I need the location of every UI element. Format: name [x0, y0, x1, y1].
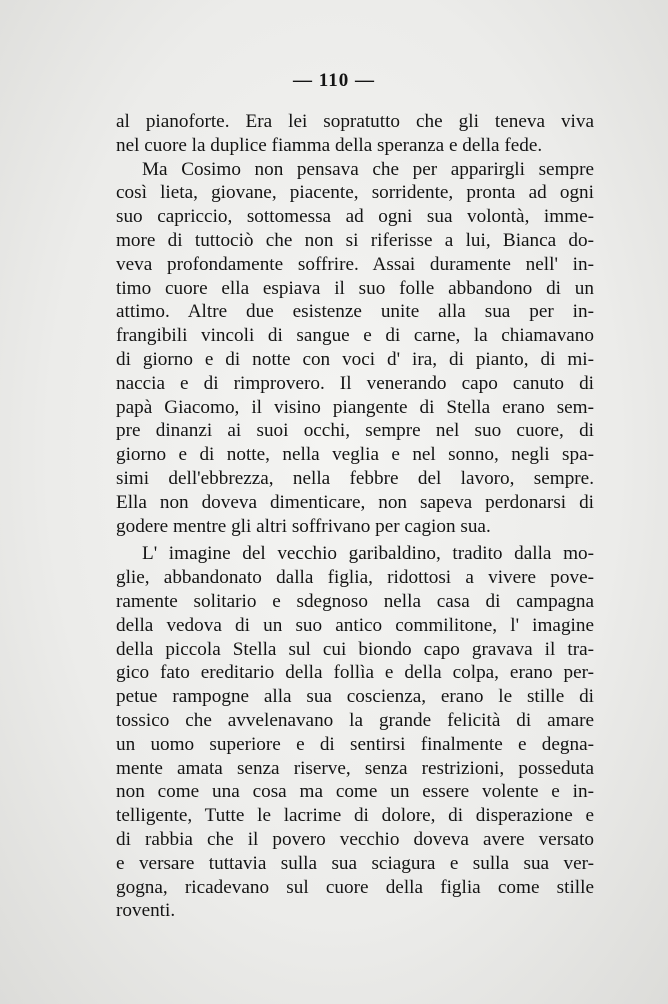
text-line: tossico che avvelenavano la grande felicità di amare	[116, 709, 594, 731]
text-line: L' imagine del vecchio garibaldino, tradito dalla mo-	[142, 543, 594, 565]
text-line: al pianoforte. Era lei sopratutto che gli teneva viva	[116, 111, 594, 132]
paragraph	[116, 110, 594, 158]
text-line: frangibili vincoli di sangue e di carne, la chiamavano	[116, 325, 594, 347]
text-line: more di tuttociò che non si riferisse a lui, Bianca do-	[116, 229, 594, 251]
text-line: gogna, ricadevano sul cuore della figlia come stille	[116, 876, 594, 898]
text-line: suo capriccio, sottomessa ad ogni sua volontà, imme-	[116, 206, 594, 228]
text-line: così lieta, giovane, piacente, sorridente, pronta ad ogni	[116, 182, 594, 204]
text-line: Ma Cosimo non pensava che per apparirgli sempre	[142, 158, 594, 180]
text-line: gico fato ereditario della follìa e della colpa, erano per-	[116, 662, 594, 684]
text-line: di giorno e di notte con voci d' ira, di pianto, di mi-	[116, 348, 594, 370]
text-line: attimo. Altre due esistenze unite alla sua per in-	[116, 301, 594, 323]
text-line: un uomo superiore e di sentirsi finalmente e degna-	[116, 733, 594, 755]
text-line: glie, abbandonato dalla figlia, ridottosi a vivere pove-	[116, 567, 594, 589]
text-line: timo cuore ella espiava il suo folle abbandono di un	[116, 277, 594, 299]
paragraph	[116, 158, 594, 539]
text-line: Ella non doveva dimenticare, non sapeva perdonarsi di	[116, 491, 594, 513]
page-number: — 110 —	[293, 70, 375, 91]
text-line: roventi.	[116, 900, 176, 922]
text-line: della piccola Stella sul cui biondo capo gravava il tra-	[116, 638, 594, 660]
text-line: petue rampogne alla sua coscienza, erano le stille di	[116, 686, 594, 708]
text-line: godere mentre gli altri soffrivano per cagion sua.	[116, 515, 491, 537]
text-line: pre dinanzi ai suoi occhi, sempre nel suo cuore, di	[116, 420, 594, 442]
text-line: mente amata senza riserve, senza restrizioni, posseduta	[116, 757, 594, 779]
text-line: non come una cosa ma come un essere volente e in-	[116, 781, 594, 803]
text-line: telligente, Tutte le lacrime di dolore, di disperazione e	[116, 805, 594, 827]
body-text	[116, 110, 594, 923]
text-line: e versare tuttavia sulla sua sciagura e sulla sua ver-	[116, 852, 594, 874]
text-line: della vedova di un suo antico commilitone, l' imagine	[116, 614, 594, 636]
text-line: giorno e di notte, nella veglia e nel sonno, negli spa-	[116, 444, 594, 466]
paragraph	[116, 542, 594, 923]
text-line: naccia e di rimprovero. Il venerando capo canuto di	[116, 372, 594, 394]
text-line: simi dell'ebbrezza, nella febbre del lavoro, sempre.	[116, 467, 594, 489]
text-line: veva profondamente soffrire. Assai duramente nell' in-	[116, 253, 594, 275]
text-line: nel cuore la duplice fiamma della speranza e della fede.	[116, 134, 543, 156]
text-line: di rabbia che il povero vecchio doveva avere versato	[116, 828, 594, 850]
text-line: papà Giacomo, il visino piangente di Stella erano sem-	[116, 396, 594, 418]
text-line: ramente solitario e sdegnoso nella casa di campagna	[116, 590, 594, 612]
